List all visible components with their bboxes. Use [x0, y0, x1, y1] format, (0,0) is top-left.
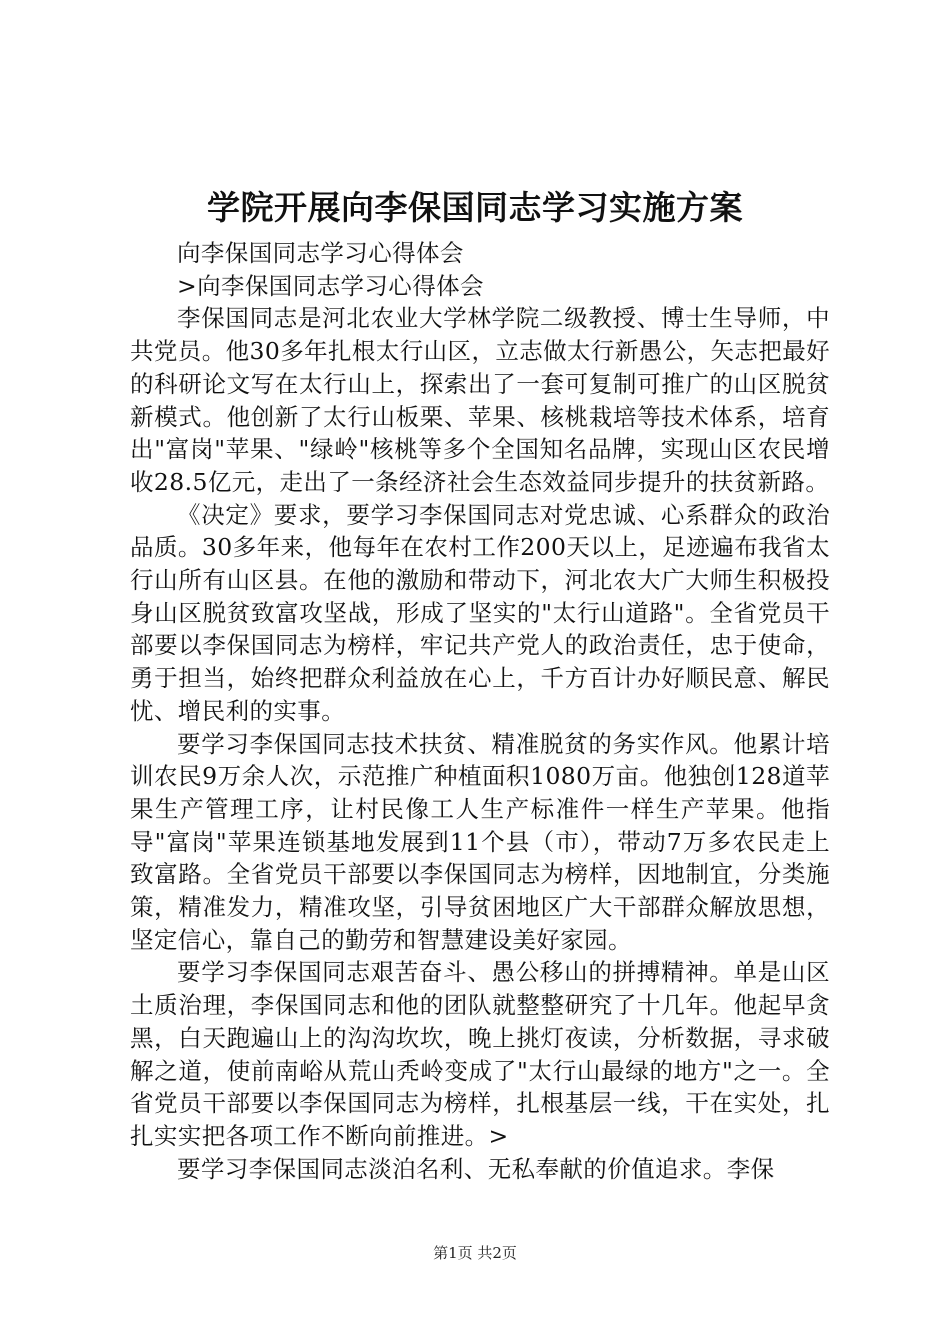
page-number-footer: 第1页 共2页	[433, 1244, 517, 1262]
paragraph-political-quality: 《决定》要求，要学习李保国同志对党忠诚、心系群众的政治品质。30多年来，他每年在农村工作200天以上，足迹遍布我省太行山所有山区县。在他的激励和带动下，河北农大广大师生积极投身山区脱贫致富攻坚战，形成了坚实的"太行山道路"。全省党员干部要以李保国同志为榜样，牢记共产党人的政治责任，忠于使命，勇于担当，始终把群众利益放在心上，千方百计办好顺民意、解民忧、增民利的实事。	[130, 500, 830, 725]
document-title: 学院开展向李保国同志学习实施方案	[207, 188, 743, 227]
paragraph-subtitle: 向李保国同志学习心得体会	[177, 239, 464, 267]
document-body	[130, 237, 830, 1185]
paragraph-poverty-alleviation: 要学习李保国同志技术扶贫、精准脱贫的务实作风。他累计培训农民9万余人次，示范推广种植面积1080万亩。他独创128道苹果生产管理工序，让村民像工人生产标准件一样生产苹果。他指导"富岗"苹果连锁基地发展到11个县（市），带动7万多农民走上致富路。全省党员干部要以李保国同志为榜样，因地制宜，分类施策，精准发力，精准攻坚，引导贫困地区广大干部群众解放思想，坚定信心，靠自己的勤劳和智慧建设美好家园。	[130, 729, 830, 954]
paragraph-hard-work-spirit: 要学习李保国同志艰苦奋斗、愚公移山的拼搏精神。单是山区土质治理，李保国同志和他的团队就整整研究了十几年。他起早贪黑，白天跑遍山上的沟沟坎坎，晚上挑灯夜读，分析数据，寻求破解之道，使前南峪从荒山秃岭变成了"太行山最绿的地方"之一。全省党员干部要以李保国同志为榜样，扎根基层一线，干在实处，扎扎实实把各项工作不断向前推进。>	[130, 958, 830, 1150]
paragraph-selfless-dedication: 要学习李保国同志淡泊名利、无私奉献的价值追求。李保	[177, 1154, 775, 1183]
paragraph-introduction: 李保国同志是河北农业大学林学院二级教授、博士生导师，中共党员。他30多年扎根太行山区，立志做太行新愚公，矢志把最好的科研论文写在太行山上，探索出了一套可复制可推广的山区脱贫新模式。他创新了太行山板栗、苹果、核桃栽培等技术体系，培育出"富岗"苹果、"绿岭"核桃等多个全国知名品牌，实现山区农民增收28.5亿元，走出了一条经济社会生态效益同步提升的扶贫新路。	[130, 304, 830, 496]
paragraph-subtitle-link: >向李保国同志学习心得体会	[177, 271, 484, 300]
